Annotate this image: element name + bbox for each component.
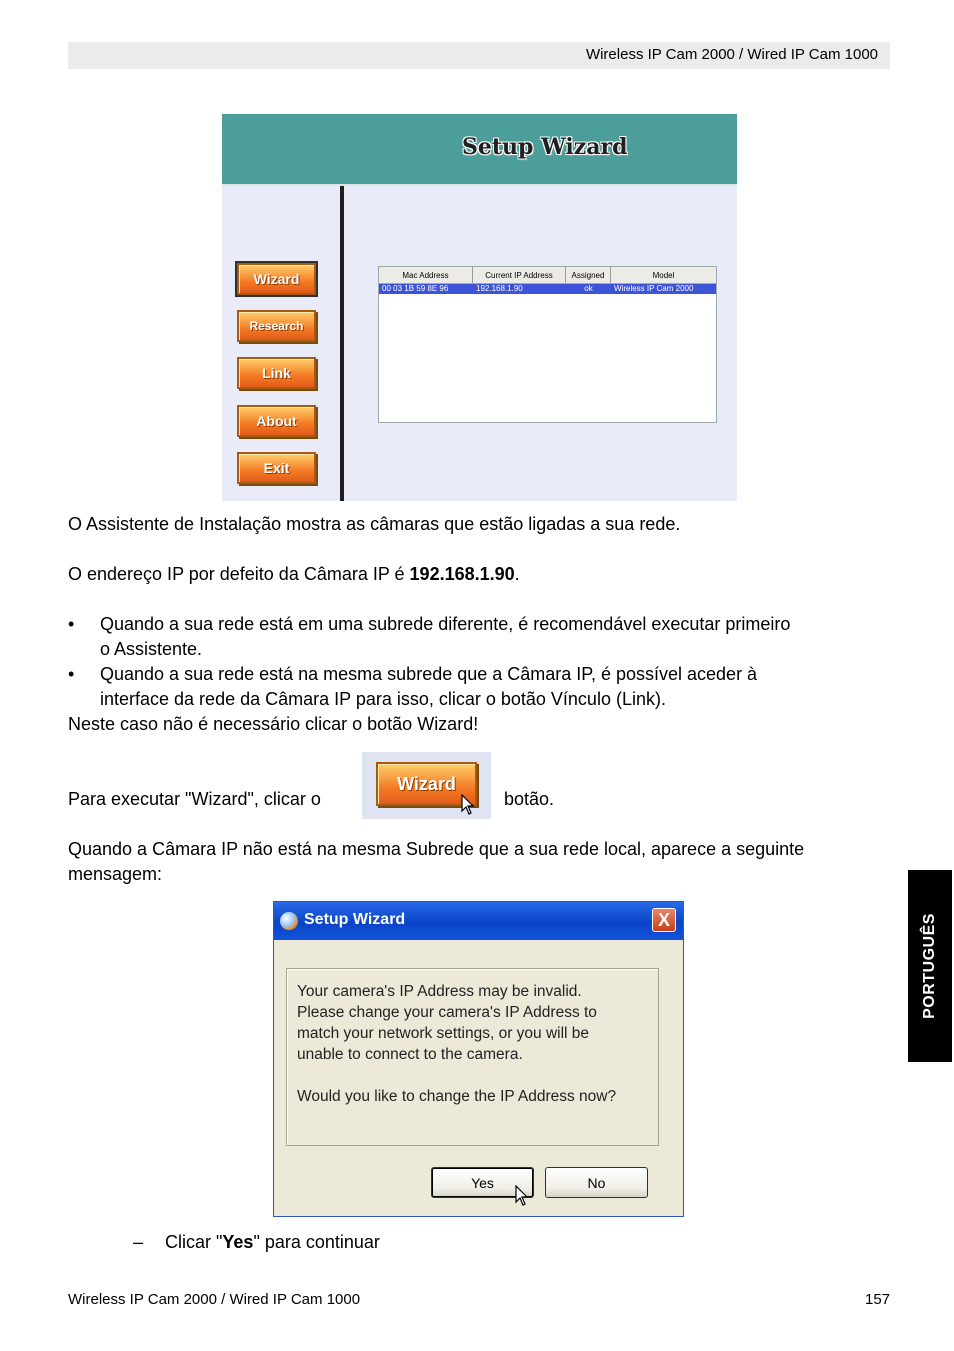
column-header-assigned[interactable]: Assigned [566, 267, 611, 283]
cell-mac: 00 03 1B 59 8E 96 [382, 284, 449, 293]
mouse-cursor-icon [515, 1185, 529, 1207]
bullet-2-line-1: Quando a sua rede está na mesma subrede que a Câmara IP, é possível aceder à [100, 664, 758, 684]
paragraph-message-line-2: mensagem: [68, 864, 163, 884]
table-row[interactable] [379, 284, 716, 294]
step-dash: – [133, 1232, 144, 1252]
message-line: Would you like to change the IP Address now? [297, 1088, 617, 1105]
bullet-2-line-2: interface da rede da Câmara IP para isso, clicar o botão Vínculo (Link). [100, 689, 666, 709]
language-label: PORTUGUÊS [921, 913, 938, 1019]
dialog-title-bar[interactable] [274, 902, 683, 940]
wizard-button[interactable]: Wizard [237, 263, 316, 295]
exit-button[interactable]: Exit [237, 452, 316, 484]
running-header [68, 42, 890, 69]
paragraph-default-ip [68, 562, 520, 587]
no-button[interactable]: No [545, 1167, 648, 1198]
step-click-yes [165, 1230, 380, 1255]
step-text: Clicar " [165, 1232, 223, 1252]
inline-wizard-button: Wizard [376, 762, 477, 806]
app-divider [340, 186, 344, 501]
table-header [379, 267, 716, 284]
setup-wizard-screenshot [222, 114, 737, 501]
note-text: Neste caso não é necessário clicar o botão Wizard! [68, 714, 479, 734]
message-line: Your camera's IP Address may be invalid. [297, 983, 582, 1000]
run-wizard-text: Para executar "Wizard", clicar o [68, 789, 321, 809]
paragraph-intro: O Assistente de Instalação mostra as câmaras que estão ligadas a sua rede. [68, 514, 681, 534]
cell-assigned: ok [584, 284, 593, 293]
header-text: Wireless IP Cam 2000 / Wired IP Cam 1000 [585, 46, 878, 63]
app-title: Setup Wizard [462, 134, 628, 160]
column-header-ip[interactable]: Current IP Address [473, 267, 566, 283]
link-button[interactable]: Link [237, 357, 316, 389]
cell-ip: 192.168.1.90 [476, 284, 523, 293]
cell-model: Wireless IP Cam 2000 [614, 284, 694, 293]
bullet-marker-1: • [68, 614, 75, 634]
close-button[interactable]: X [652, 908, 676, 932]
yes-button[interactable]: Yes [431, 1167, 534, 1198]
dialog-title: Setup Wizard [304, 911, 406, 928]
setup-wizard-dialog [273, 901, 684, 1217]
dialog-message [297, 981, 652, 1107]
paragraph-message-line-1: Quando a Câmara IP não está na mesma Subrede que a sua rede local, aparece a seguinte [68, 839, 805, 859]
column-header-model[interactable]: Model [652, 270, 675, 280]
footer-title: Wireless IP Cam 2000 / Wired IP Cam 1000 [68, 1291, 361, 1308]
step-yes-bold: Yes [222, 1232, 254, 1252]
page-number: 157 [865, 1291, 891, 1308]
message-spacer [297, 1065, 652, 1086]
camera-list-table[interactable] [378, 266, 717, 423]
default-ip-period: . [514, 564, 520, 584]
default-ip-text: O endereço IP por defeito da Câmara IP é [68, 564, 410, 584]
column-header-mac[interactable]: Mac Address [379, 267, 473, 283]
step-text-end: " para continuar [253, 1232, 380, 1252]
app-icon [280, 912, 298, 930]
about-button[interactable]: About [237, 405, 316, 437]
research-button[interactable]: Research [237, 310, 316, 342]
mouse-cursor-icon [461, 794, 475, 816]
bullet-marker-2: • [68, 664, 75, 684]
bullet-1-line-1: Quando a sua rede está em uma subrede diferente, é recomendável executar primeiro [100, 614, 791, 634]
bullet-1-line-2: o Assistente. [100, 639, 203, 659]
message-line: match your network settings, or you will be [297, 1025, 590, 1042]
default-ip-value: 192.168.1.90 [409, 564, 515, 584]
message-box [286, 968, 659, 1146]
message-line: Please change your camera's IP Address to [297, 1004, 597, 1021]
message-line: unable to connect to the camera. [297, 1046, 523, 1063]
run-wizard-suffix: botão. [504, 789, 555, 809]
language-tab [908, 870, 952, 1062]
wizard-button-image [362, 752, 491, 819]
